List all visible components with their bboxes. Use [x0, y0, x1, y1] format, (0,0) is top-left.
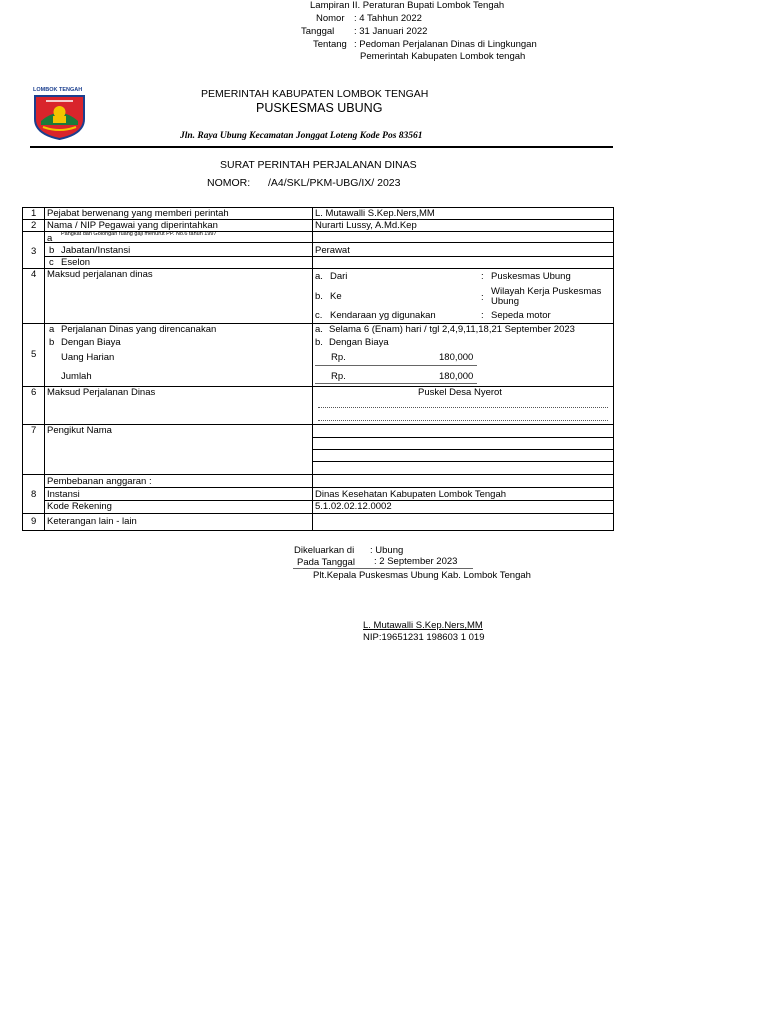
row6-dotted-line [318, 407, 608, 408]
row4-b-value-2: Ubung [491, 296, 519, 307]
row8-number: 8 [31, 489, 37, 500]
table-line [44, 242, 614, 243]
row2-label: Nama / NIP Pegawai yang diperintahkan [47, 220, 218, 231]
row3-b-text: Jabatan/Instansi [61, 245, 131, 256]
logo-text: LOMBOK TENGAH [33, 87, 83, 93]
footer-jabatan: Plt.Kepala Puskesmas Ubung Kab. Lombok Tengah [313, 570, 531, 581]
row7-label: Pengikut Nama [47, 425, 112, 436]
row3-a-text: Pangkat dan Golongan ruang gaji menurut PP. No.6 tahun 1997 [61, 231, 217, 237]
row5-a-letter: a [49, 324, 55, 335]
row8-instansi-label: Instansi [47, 489, 80, 500]
row5-rb-text: Dengan Biaya [329, 337, 389, 348]
row4-b-label: Ke [330, 291, 342, 302]
header-line2: PUSKESMAS UBUNG [256, 101, 383, 115]
row6-label: Maksud Perjalanan Dinas [47, 387, 156, 398]
table-line [44, 487, 614, 488]
lampiran-tanggal-label: Tanggal [301, 26, 335, 37]
row3-a-letter: a [47, 233, 53, 244]
row3-b-letter: b [49, 245, 55, 256]
footer-dikeluarkan-value: : Ubung [370, 545, 404, 556]
row3-c-letter: c [49, 257, 54, 268]
row4-a-letter: a. [315, 271, 323, 282]
row5-amount1: 180,000 [439, 352, 474, 363]
row8-instansi-value: Dinas Kesehatan Kabupaten Lombok Tengah [315, 489, 507, 500]
row5-ra-letter: a. [315, 324, 323, 335]
table-line [44, 256, 614, 257]
row5-amount2: 180,000 [439, 371, 474, 382]
row4-c-letter: c. [315, 310, 323, 321]
row6-dotted-line [318, 420, 608, 421]
table-line [22, 530, 614, 531]
table-line [312, 449, 614, 450]
lampiran-tentang-value: : Pedoman Perjalanan Dinas di Lingkungan [354, 39, 537, 50]
lombok-tengah-emblem-icon [31, 87, 88, 140]
table-line [22, 207, 23, 531]
row4-b-letter: b. [315, 291, 323, 302]
row1-number: 1 [31, 208, 37, 219]
footer-dikeluarkan-label: Dikeluarkan di [294, 545, 355, 556]
lampiran-tentang-label: Tentang [313, 39, 347, 50]
lampiran-nomor-label: Nomor [316, 13, 345, 24]
table-line [312, 461, 614, 462]
row9-label: Keterangan lain - lain [47, 516, 137, 527]
row5-number: 5 [31, 349, 37, 360]
row2-number: 2 [31, 220, 37, 231]
row5-rp1: Rp. [331, 352, 346, 363]
row8-kode-label: Kode Rekening [47, 501, 112, 512]
table-line [312, 437, 614, 438]
logo [31, 87, 88, 140]
document-heading: SURAT PERINTAH PERJALANAN DINAS [220, 159, 417, 171]
row4-a-label: Dari [330, 271, 348, 282]
row1-value: L. Mutawalli S.Kep.Ners,MM [315, 208, 435, 219]
row6-number: 6 [31, 387, 37, 398]
nomor-value: /A4/SKL/PKM-UBG/IX/ 2023 [268, 177, 401, 189]
signatory-nip: NIP:19651231 198603 1 019 [363, 632, 485, 643]
row7-number: 7 [31, 425, 37, 436]
table-line [613, 207, 614, 531]
lampiran-nomor-value: : 4 Tahhun 2022 [354, 13, 422, 24]
row4-b-colon: : [481, 292, 484, 303]
row4-b-value: Wilayah Kerja Puskesmas [491, 286, 602, 297]
table-line [22, 474, 614, 475]
row5-b-text: Dengan Biaya [61, 337, 121, 348]
row5-underline [315, 365, 477, 366]
row4-c-colon: : [481, 310, 484, 321]
footer-tanggal-label: Pada Tanggal [297, 557, 355, 568]
header-line1: PEMERINTAH KABUPATEN LOMBOK TENGAH [201, 88, 429, 100]
row2-value: Nurarti Lussy, A.Md.Kep [315, 220, 417, 231]
row4-c-value: Sepeda motor [491, 310, 551, 321]
row4-a-value: Puskesmas Ubung [491, 271, 571, 282]
row5-rb-letter: b. [315, 337, 323, 348]
row9-number: 9 [31, 516, 37, 527]
row8-pembebanan: Pembebanan anggaran : [47, 476, 152, 487]
row4-c-label: Kendaraan yg digunakan [330, 310, 436, 321]
lampiran-tanggal-value: : 31 Januari 2022 [354, 26, 428, 37]
row5-underline [315, 383, 477, 384]
row6-value: Puskel Desa Nyerot [418, 387, 502, 398]
row5-ra-text: Selama 6 (Enam) hari / tgl 2,4,9,11,18,21 September 2023 [329, 324, 575, 335]
table-line [22, 513, 614, 514]
row3-c-text: Eselon [61, 257, 91, 268]
row4-label: Maksud perjalanan dinas [47, 269, 153, 280]
header-address: Jln. Raya Ubung Kecamatan Jonggat Loteng Kode Pos 83561 [180, 131, 423, 141]
table-line [44, 207, 45, 531]
lampiran-tentang-value-2: Pemerintah Kabupaten Lombok tengah [360, 51, 526, 62]
row5-uang-harian: Uang Harian [61, 352, 115, 363]
row8-kode-value: 5.1.02.02.12.0002 [315, 501, 392, 512]
row3-number: 3 [31, 246, 37, 257]
footer-tanggal-value: : 2 September 2023 [374, 556, 458, 567]
row3-b-value: Perawat [315, 245, 350, 256]
lampiran-title: Lampiran II. Peraturan Bupati Lombok Tengah [310, 0, 505, 11]
row4-a-colon: : [481, 271, 484, 282]
footer-tanggal-underline [293, 568, 473, 569]
row5-a-text: Perjalanan Dinas yang direncanakan [61, 324, 217, 335]
row5-jumlah: Jumlah [61, 371, 92, 382]
row4-number: 4 [31, 269, 37, 280]
header-rule [30, 146, 613, 148]
row5-b-letter: b [49, 337, 55, 348]
row5-rp2: Rp. [331, 371, 346, 382]
signatory-name: L. Mutawalli S.Kep.Ners,MM [363, 620, 483, 631]
row1-label: Pejabat berwenang yang memberi perintah [47, 208, 229, 219]
table-line [312, 207, 313, 531]
nomor-label: NOMOR: [207, 177, 251, 189]
